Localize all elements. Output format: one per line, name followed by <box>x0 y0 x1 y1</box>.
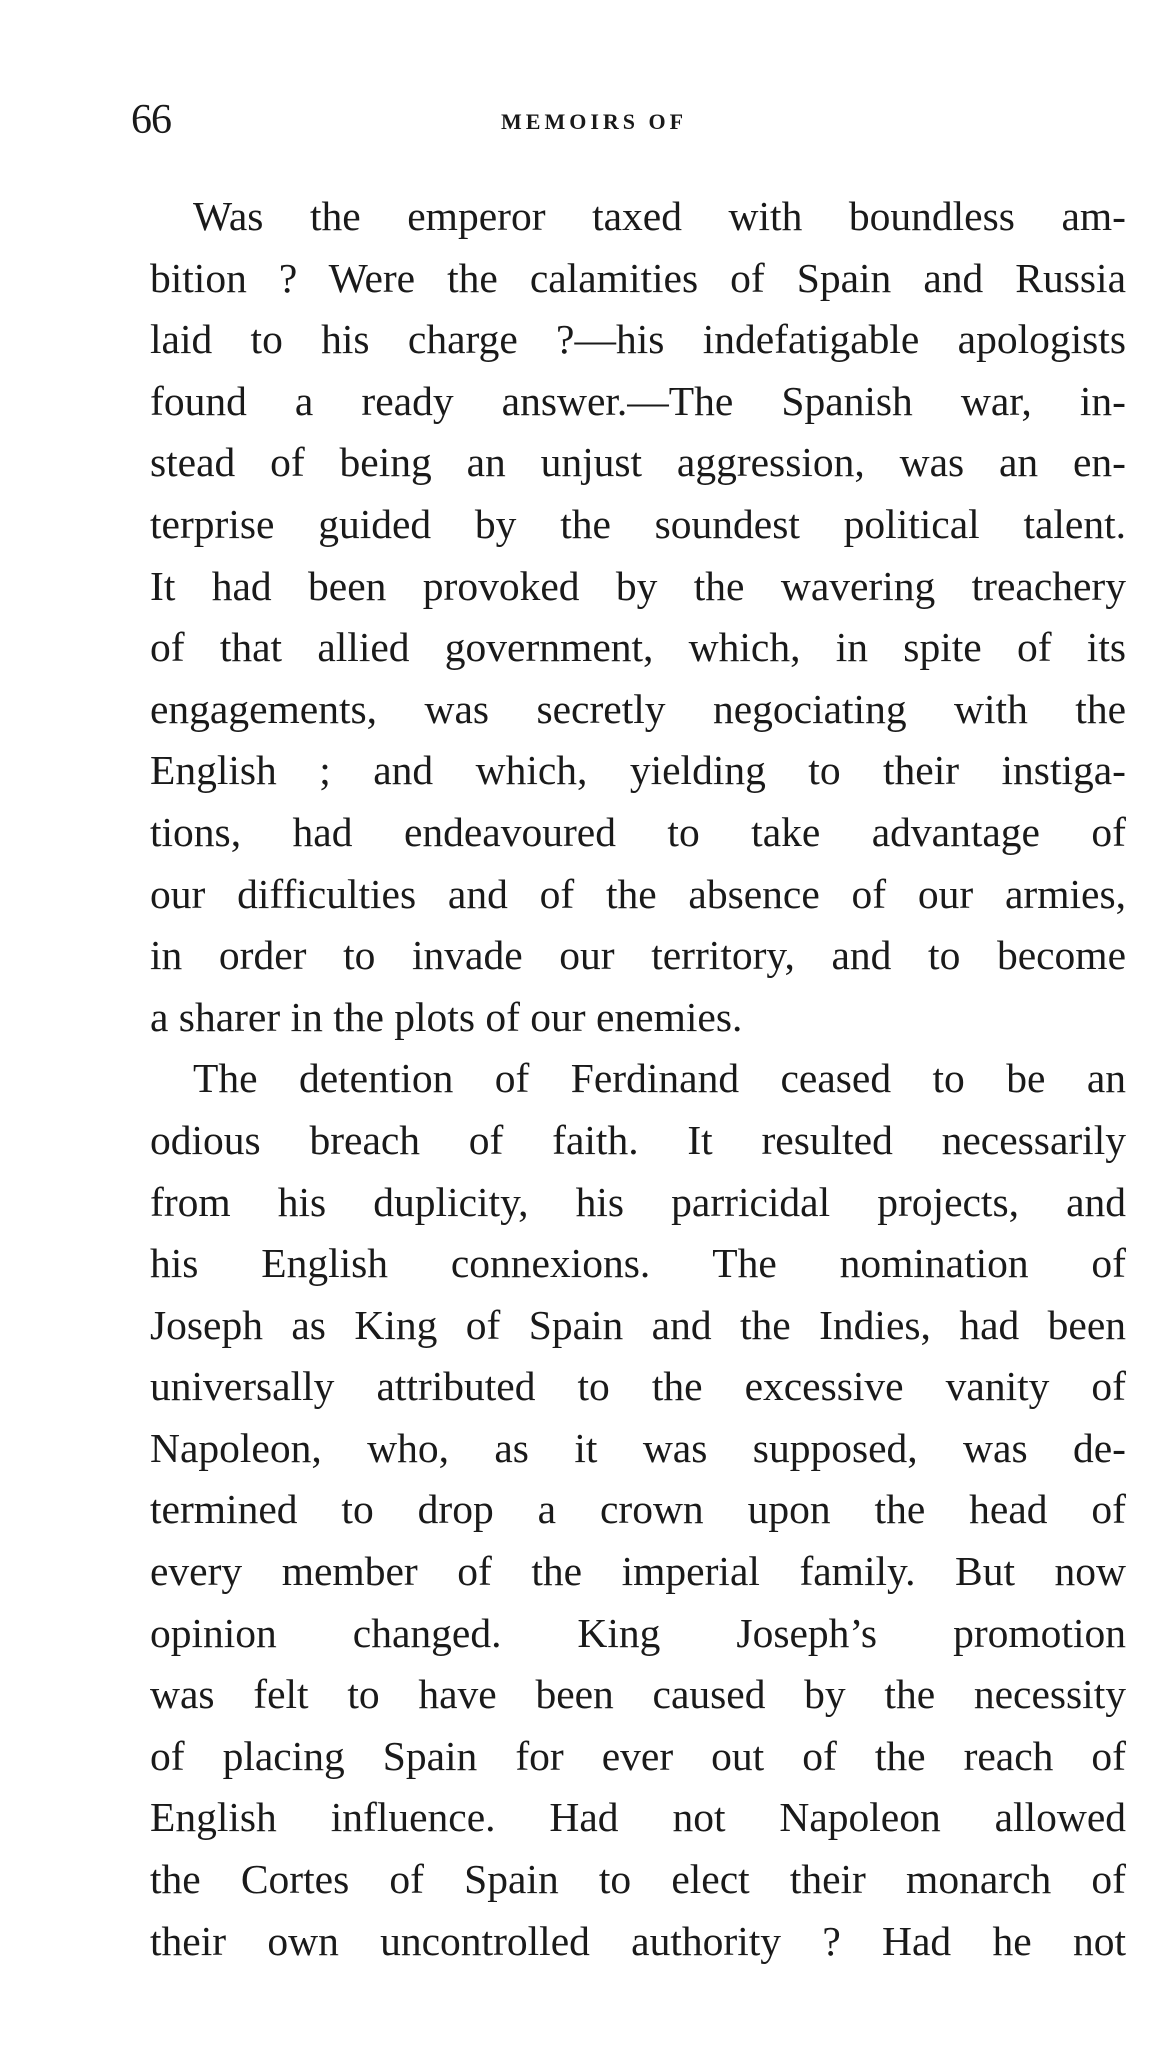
text-line: their own uncontrolled authority ? Had he not <box>150 1917 1126 1964</box>
text-line: laid to his charge ?—his indefatigable apologists <box>150 316 1126 363</box>
page-header <box>131 98 1127 142</box>
text-line: the Cortes of Spain to elect their monarch of <box>150 1856 1126 1903</box>
text-line: The detention of Ferdinand ceased to be an <box>193 1055 1126 1102</box>
text-line: universally attributed to the excessive vanity of <box>150 1363 1126 1410</box>
paragraph-2 <box>150 1048 1126 1972</box>
text-line: It had been provoked by the wavering treachery <box>150 562 1126 609</box>
text-line: termined to drop a crown upon the head of <box>150 1486 1126 1533</box>
text-line: from his duplicity, his parricidal projects, and <box>150 1178 1126 1225</box>
text-line: Napoleon, who, as it was supposed, was de- <box>150 1424 1126 1471</box>
text-line: Was the emperor taxed with boundless am- <box>193 193 1126 239</box>
text-line: stead of being an unjust aggression, was an en- <box>150 439 1126 486</box>
text-line: Joseph as King of Spain and the Indies, had been <box>150 1301 1126 1348</box>
text-line: tions, had endeavoured to take advantage of <box>150 808 1126 855</box>
text-line: odious breach of faith. It resulted necessarily <box>150 1116 1126 1163</box>
running-head: MEMOIRS OF <box>501 109 688 134</box>
text-line: English influence. Had not Napoleon allowed <box>150 1794 1126 1841</box>
text-line: of that allied government, which, in spite of its <box>150 624 1126 671</box>
text-line: English ; and which, yielding to their instiga- <box>150 747 1126 794</box>
text-line: found a ready answer.—The Spanish war, in- <box>150 377 1126 424</box>
page-number: 66 <box>131 97 171 143</box>
text-line: every member of the imperial family. But now <box>150 1548 1126 1595</box>
text-line: was felt to have been caused by the necessity <box>150 1671 1126 1718</box>
text-line: a sharer in the plots of our enemies. <box>150 993 743 1040</box>
text-line: our difficulties and of the absence of our armies, <box>150 870 1126 917</box>
text-line: in order to invade our territory, and to become <box>150 932 1126 979</box>
text-line: engagements, was secretly negociating with the <box>150 685 1126 732</box>
body-text <box>150 186 1126 1972</box>
text-line: terprise guided by the soundest political talent. <box>150 500 1126 547</box>
text-line: his English connexions. The nomination of <box>150 1240 1126 1287</box>
text-line: bition ? Were the calamities of Spain and Russia <box>150 254 1126 301</box>
paragraph-1 <box>150 186 1126 1048</box>
text-line: of placing Spain for ever out of the reach of <box>150 1732 1126 1779</box>
text-line: opinion changed. King Joseph’s promotion <box>150 1609 1126 1656</box>
